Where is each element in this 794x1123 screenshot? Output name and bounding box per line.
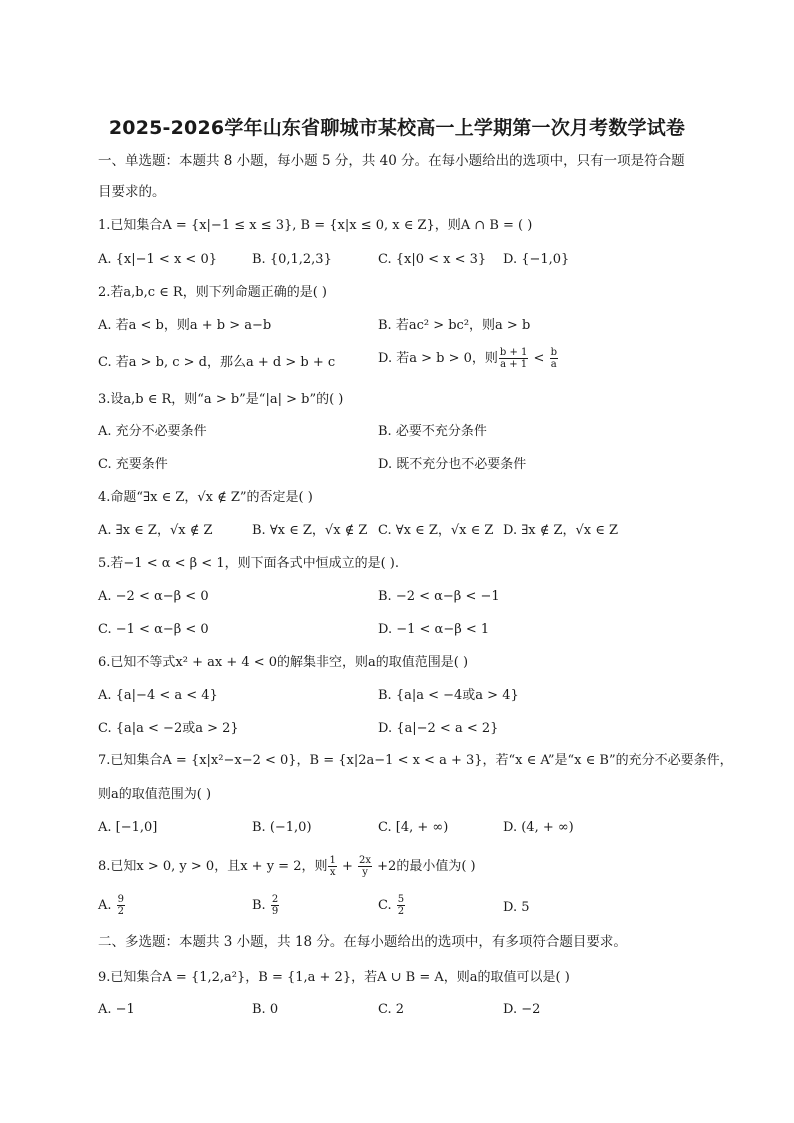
section1-heading-line1: 一、单选题：本题共 8 小题，每小题 5 分，共 40 分。在每小题给出的选项中，只有一项是符合题 [98,153,685,169]
question-9-option-b: B. 0 [252,1002,279,1017]
question-8-option-a [98,894,126,917]
question-2-option-d [378,347,559,370]
fraction-numerator: b + 1 [499,347,528,358]
option-label: B. [252,898,270,913]
question-5-option-d: D. −1 < α−β < 1 [378,622,490,637]
question-5-option-b: B. −2 < α−β < −1 [378,589,500,604]
fraction-denominator: x [329,867,336,878]
question-1-stem: 1.已知集合A = {x|−1 ≤ x ≤ 3}, B = {x|x ≤ 0, x ∈ Z}，则A ∩ B = ( ) [98,218,533,233]
question-1-option-a: A. {x|−1 < x < 0} [98,252,217,267]
option-label: C. [378,898,396,913]
question-4-stem: 4.命题“∃x ∈ Z，√x ∉ Z”的否定是( ) [98,490,313,505]
question-5-stem: 5.若−1 < α < β < 1，则下面各式中恒成立的是( ). [98,556,400,571]
fraction-denominator: 2 [117,906,125,917]
question-6-option-b: B. {a|a < −4或a > 4} [378,688,519,703]
question-4-option-a: A. ∃x ∈ Z，√x ∉ Z [98,523,213,538]
question-3-option-d: D. 既不充分也不必要条件 [378,457,527,472]
section2-heading: 二、多选题：本题共 3 小题，共 18 分。在每小题给出的选项中，有多项符合题目要求。 [98,934,627,950]
question-2-option-b: B. 若ac² > bc²，则a > b [378,318,531,333]
question-8-stem-prefix: 8.已知x > 0, y > 0，且x + y = 2，则 [98,859,328,874]
fraction-denominator: a [550,359,557,370]
fraction-numerator: 1 [329,855,336,866]
fraction [358,855,372,878]
question-8-option-d: D. 5 [503,900,530,915]
question-1-option-c: C. {x|0 < x < 3} [378,252,487,267]
less-than-sign: < [529,351,549,366]
fraction [550,347,558,370]
question-7-option-b: B. (−1,0) [252,820,312,835]
section1-heading-line2: 目要求的。 [98,184,166,200]
question-8-option-b [252,894,280,917]
question-5-option-c: C. −1 < α−β < 0 [98,622,209,637]
fraction-numerator: 9 [117,894,125,905]
question-2-option-a: A. 若a < b，则a + b > a−b [98,318,272,333]
question-1-option-d: D. {−1,0} [503,252,570,267]
question-2-option-c: C. 若a > b, c > d，那么a + d > b + c [98,355,336,370]
question-6-stem: 6.已知不等式x² + ax + 4 < 0的解集非空，则a的取值范围是( ) [98,655,469,670]
question-9-option-d: D. −2 [503,1002,541,1017]
question-3-option-a: A. 充分不必要条件 [98,424,207,439]
fraction-numerator: b [550,347,557,358]
fraction [499,347,529,370]
question-4-option-b: B. ∀x ∈ Z，√x ∉ Z [252,523,368,538]
fraction-numerator: 5 [397,894,405,905]
fraction [271,894,279,917]
question-7-option-c: C. [4, + ∞) [378,820,449,835]
fraction [117,894,125,917]
question-7-option-a: A. [−1,0] [98,820,158,835]
question-8-option-c [378,894,406,917]
question-6-option-d: D. {a|−2 < a < 2} [378,721,499,736]
plus-sign: + [337,859,358,874]
fraction-denominator: a + 1 [500,359,528,370]
question-2-option-d-prefix: D. 若a > b > 0，则 [378,351,498,366]
question-9-stem: 9.已知集合A = {1,2,a²}，B = {1,a + 2}，若A ∪ B = A，则a的取值可以是( ) [98,970,570,985]
fraction-numerator: 2 [271,894,279,905]
fraction-denominator: 2 [397,906,405,917]
question-7-stem-continued: 则a的取值范围为( ) [98,787,212,802]
question-3-option-c: C. 充要条件 [98,457,168,472]
question-1-option-b: B. {0,1,2,3} [252,252,332,267]
question-3-stem: 3.设a,b ∈ R，则“a > b”是“|a| > b”的( ) [98,392,344,407]
fraction-denominator: y [362,867,368,878]
question-9-option-c: C. 2 [378,1002,405,1017]
question-2-stem: 2.若a,b,c ∈ R，则下列命题正确的是( ) [98,285,327,300]
question-6-option-c: C. {a|a < −2或a > 2} [98,721,239,736]
question-7-option-d: D. (4, + ∞) [503,820,574,835]
question-4-option-d: D. ∃x ∉ Z，√x ∈ Z [503,523,619,538]
question-6-option-a: A. {a|−4 < a < 4} [98,688,218,703]
question-8-stem-suffix: +2的最小值为( ) [373,859,476,874]
fraction [397,894,405,917]
option-label: A. [98,898,116,913]
question-8-stem [98,855,476,878]
question-4-option-c: C. ∀x ∈ Z，√x ∈ Z [378,523,494,538]
exam-title: 2025-2026学年山东省聊城市某校高一上学期第一次月考数学试卷 [108,117,686,139]
question-3-option-b: B. 必要不充分条件 [378,424,487,439]
question-9-option-a: A. −1 [98,1002,135,1017]
fraction [328,855,336,878]
fraction-numerator: 2x [359,855,372,866]
question-7-stem: 7.已知集合A = {x|x²−x−2 < 0}，B = {x|2a−1 < x < a + 3}，若“x ∈ A”是“x ∈ B”的充分不必要条件， [98,753,733,768]
fraction-denominator: 9 [271,906,279,917]
question-5-option-a: A. −2 < α−β < 0 [98,589,209,604]
